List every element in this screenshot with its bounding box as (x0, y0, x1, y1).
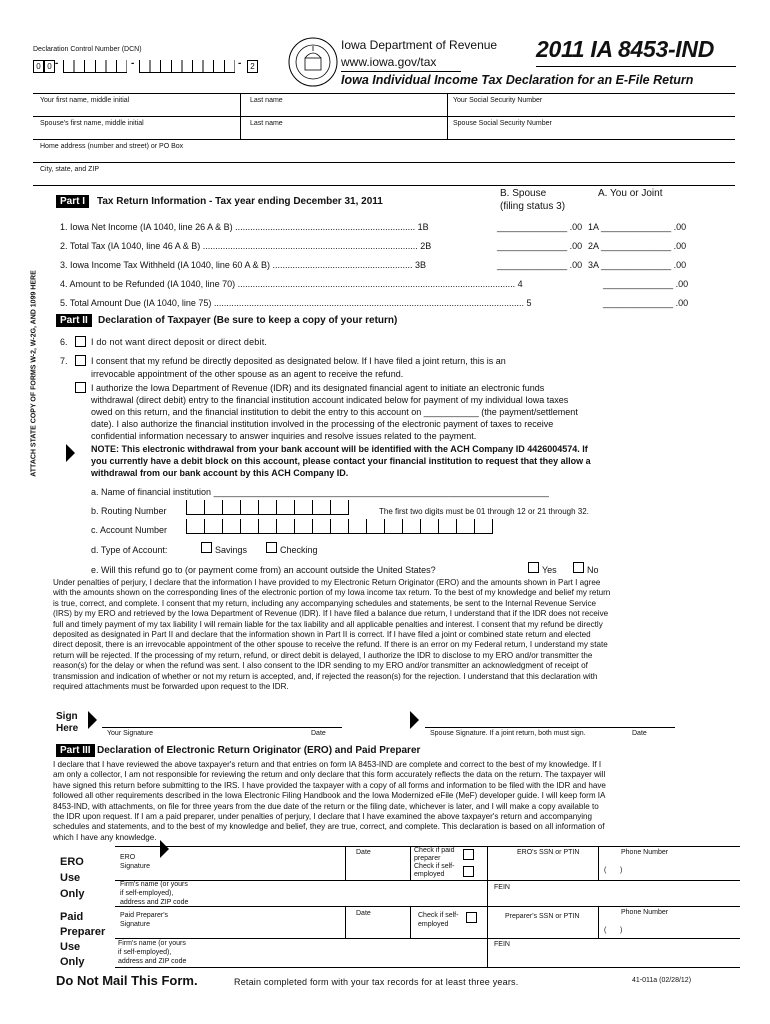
preparer-check-self-2: employed (418, 921, 449, 928)
dcn-digit: 0 (33, 60, 44, 73)
city-field[interactable]: City, state, and ZIP (40, 166, 100, 173)
preparer-phone-field[interactable]: ( ) (604, 927, 623, 934)
checking-label: Checking (280, 545, 318, 555)
check-paid-label-1: Check if paid (414, 847, 455, 854)
dcn-field[interactable] (33, 58, 259, 74)
line1a-field[interactable]: 1A ______________ .00 (588, 222, 687, 232)
your-signature-label: Your Signature (107, 730, 154, 737)
form-number: 41-011a (02/28/12) (632, 977, 692, 984)
ero-fein-label: FEIN (494, 884, 510, 891)
preparer-use-only-4: Only (60, 956, 85, 968)
spouse-first-name-field[interactable]: Spouse's first name, middle initial (40, 120, 144, 127)
routing-note: The first two digits must be 01 through 12 or 21 through 32. (379, 507, 589, 516)
ero-use-only-2: Use (60, 872, 81, 884)
ero-use-only-1: ERO (60, 856, 84, 868)
line4-field[interactable]: ______________ .00 (603, 279, 689, 289)
col-a-header: A. You or Joint (598, 188, 663, 199)
retain-notice: Retain completed form with your tax records for at least three years. (234, 977, 519, 987)
note-text-3: withdrawal from our bank account by this ACH Company ID. (91, 468, 349, 478)
routing-label: b. Routing Number (91, 506, 167, 516)
preparer-phone-label: Phone Number (621, 909, 669, 916)
line2a-field[interactable]: 2A ______________ .00 (588, 241, 687, 251)
line1-label: 1. Iowa Net Income (IA 1040, line 26 A & B) ........................................................................ 1B (60, 222, 429, 232)
no-label: No (587, 565, 599, 575)
line2-label: 2. Total Tax (IA 1040, line 46 A & B) ...................................................................................... 2B (60, 241, 432, 251)
address-field[interactable]: Home address (number and street) or PO Box (40, 143, 184, 150)
ero-self-employed-checkbox[interactable] (463, 866, 474, 877)
col-b-header-sub: (filing status 3) (500, 201, 566, 212)
ero-firm-label-1: Firm's name (or yours (120, 881, 188, 888)
part3-tag: Part III (56, 744, 95, 757)
routing-number-field[interactable] (186, 500, 349, 515)
date-label: Date (632, 730, 647, 737)
ero-phone-label: Phone Number (621, 849, 669, 856)
preparer-sig-label-1: Paid Preparer's (120, 912, 169, 919)
spouse-signature-line[interactable] (425, 727, 675, 728)
line3b-field[interactable]: ______________ .00 (497, 260, 583, 270)
last-name-field[interactable]: Last name (250, 97, 283, 104)
spouse-last-name-field[interactable]: Last name (250, 120, 283, 127)
line6-num: 6. (60, 337, 68, 347)
check-self-label-1: Check if self- (414, 863, 455, 870)
yes-label: Yes (542, 565, 557, 575)
part1-title: Tax Return Information - Tax year ending December 31, 2011 (97, 196, 383, 207)
ssn-field[interactable]: Your Social Security Number (453, 97, 543, 104)
line2b-field[interactable]: ______________ .00 (497, 241, 583, 251)
part3-title: Declaration of Electronic Return Originator (ERO) and Paid Preparer (97, 745, 421, 756)
preparer-date-label: Date (356, 910, 371, 917)
line5-field[interactable]: ______________ .00 (603, 298, 689, 308)
checking-checkbox[interactable] (266, 542, 277, 553)
dcn-digit: 0 (44, 60, 55, 73)
auth-text-3: owed on this return, and the financial institution to debit the entry to this account on ___________ (the payment/settlement (91, 407, 578, 417)
form-title: 2011 IA 8453-IND (536, 36, 715, 62)
account-number-field[interactable] (186, 519, 493, 534)
preparer-firm-label-2: if self-employed), (118, 949, 172, 956)
dcn-dash: - (238, 58, 242, 69)
here-label: Here (56, 723, 79, 734)
arrow-icon (66, 444, 75, 462)
preparer-firm-label-1: Firm's name (or yours (118, 940, 186, 947)
dcn-label: Declaration Control Number (DCN) (33, 46, 142, 53)
account-label: c. Account Number (91, 525, 168, 535)
savings-checkbox[interactable] (201, 542, 212, 553)
preparer-ssn-label: Preparer's SSN or PTIN (505, 913, 580, 920)
ero-firm-label-2: if self-employed), (120, 890, 174, 897)
savings-label: Savings (215, 545, 248, 555)
ero-use-only-3: Only (60, 888, 85, 900)
preparer-signature-field[interactable] (180, 910, 340, 936)
col-b-header: B. Spouse (500, 188, 547, 199)
preparer-self-employed-checkbox[interactable] (466, 912, 477, 923)
auth-text-4: date). I also authorize the financial institution involved in the processing of the electronic payment of taxes to receive (91, 419, 554, 429)
ero-sig-label-2: Signature (120, 863, 150, 870)
line4-label: 4. Amount to be Refunded (IA 1040, line 70) ............................................................................................................... 4 (60, 279, 523, 289)
first-name-field[interactable]: Your first name, middle initial (40, 97, 130, 104)
line3a-field[interactable]: 3A ______________ .00 (588, 260, 687, 270)
no-direct-deposit-checkbox[interactable] (75, 336, 86, 347)
preparer-use-only-1: Paid (60, 911, 84, 923)
ero-date-label: Date (356, 849, 371, 856)
dcn-boxes (139, 60, 235, 73)
line5-label: 5. Total Amount Due (IA 1040, line 75) ............................................................................................................................ 5 (60, 298, 532, 308)
note-text-2: you currently have a debit block on this account, please contact your financial institution to request that they allow a (91, 456, 591, 466)
date-label: Date (311, 730, 326, 737)
check-paid-label-2: preparer (414, 855, 441, 862)
line7-text-1: I consent that my refund be directly deposited as designated below. If I have filed a joint return, this is an (91, 356, 506, 366)
arrow-icon (88, 711, 97, 729)
paid-preparer-checkbox[interactable] (463, 849, 474, 860)
dcn-dash: - (55, 58, 59, 69)
preparer-use-only-2: Preparer (60, 926, 106, 938)
part1-tag: Part I (56, 195, 89, 208)
ero-phone-field[interactable]: ( ) (604, 867, 623, 874)
do-not-mail: Do Not Mail This Form. (56, 973, 198, 988)
line1b-field[interactable]: ______________ .00 (497, 222, 583, 232)
preparer-use-only-3: Use (60, 941, 81, 953)
preparer-firm-label-3: address and ZIP code (118, 958, 187, 965)
dcn-dash: - (131, 58, 135, 69)
direct-debit-checkbox[interactable] (75, 382, 86, 393)
auth-text-2: withdrawal (direct debit) entry to the financial institution account indicated below for payment of my individual Iowa taxes (91, 395, 569, 405)
website: www.iowa.gov/tax (341, 55, 437, 69)
ero-declaration: I declare that I have reviewed the above taxpayer's return and that entries on form IA 8453-IND are complete and correct to the best of my knowledge. If I am only a collector, I am not responsible for reviewing the return and only declare that this form accurately reflects the data on the return. The taxpayer will have signed this return before submitting to the IRS. I have provided the taxpayer with a copy of all forms and information to be filed with the IDR and have followed all other requirements described in the Iowa Electronic Filing Handbook and the Iowa Modernized eFile (MeF) developer guide. I will keep form IA 8453-IND, with attachments, on file for three years from the due date of the return or the filing date, whichever is later, and I will make a copy available to the IDR upon request. If I am a paid preparer, under penalties of perjury, I declare that I have examined the above taxpayer's return and accompanying schedules and statements, and to the best of my knowledge and belief, they are true, correct, and complete. This declaration is based on all information of which I have any knowledge. (53, 760, 606, 842)
sign-label: Sign (56, 711, 78, 722)
spouse-ssn-field[interactable]: Spouse Social Security Number (453, 120, 552, 127)
preparer-sig-label-2: Signature (120, 921, 150, 928)
line7-num: 7. (60, 356, 68, 366)
direct-deposit-checkbox[interactable] (75, 355, 86, 366)
outside-yes-checkbox[interactable] (528, 562, 539, 573)
ero-sig-label-1: ERO (120, 854, 136, 861)
check-self-label-2: employed (414, 871, 445, 878)
taxpayer-signature-line[interactable] (102, 727, 342, 728)
outside-no-checkbox[interactable] (573, 562, 584, 573)
form-subtitle: Iowa Individual Income Tax Declaration for an E-File Return (341, 73, 694, 87)
perjury-statement: Under penalties of perjury, I declare that the information I have provided to my Electronic Return Originator (ERO) and the amounts shown in Part I agree with the amounts shown on the corresponding lines of the electronic portion of my Iowa income tax return. To the best of my knowledge and belief my return is true, correct, and complete. I consent that my return, including any accompanying schedules and statements, be sent to the Internal Revenue Service (IRS) by my ERO and retrieved by the Iowa Department of Revenue (IDR). If I have filed a balance due return, I understand that if the IDR does not receive full and timely payment of my tax liability I will remain liable for the tax liability and all applicable penalties and interest. I consent that my refund be directly deposited as designated in Part II and declare that the information shown in Part II is correct. If I have filed a joint or combined state return and elected direct deposit, there is an irrevocable appointment of the other spouse to receive the refund. If there is an error on my Federal return, I understand my state return will be rejected. If the processing of my return, refund, or direct debit is delayed, I authorize the IDR to disclose to my ERO and/or transmitter the reason(s) for the delay or when the refund was sent. I also consent to the IDR sending to my ERO and/or transmitter an acknowledgment of receipt of transmission and indication of whether or not my return is accepted, and, if rejected the reason(s) for the rejection. I understand that this declaration with required attachments must be forwarded upon request to the IDR. (53, 578, 611, 692)
dcn-digit: 2 (247, 60, 258, 73)
line3-label: 3. Iowa Income Tax Withheld (IA 1040, line 60 A & B) ........................................................ 3B (60, 260, 426, 270)
state-seal-icon (287, 36, 339, 88)
preparer-fein-label: FEIN (494, 941, 510, 948)
dcn-boxes (63, 60, 127, 73)
arrow-icon (410, 711, 419, 729)
line6-label: I do not want direct deposit or direct debit. (91, 337, 268, 347)
ero-ssn-label: ERO's SSN or PTIN (517, 849, 580, 856)
ero-firm-label-3: address and ZIP code (120, 899, 189, 906)
account-type-label: d. Type of Account: (91, 545, 168, 555)
part2-title: Declaration of Taxpayer (Be sure to keep a copy of your return) (98, 315, 398, 326)
outside-us-question: e. Will this refund go to (or payment come from) an account outside the United States? (91, 565, 436, 575)
ero-signature-field[interactable] (166, 850, 341, 876)
note-text-1: NOTE: This electronic withdrawal from your bank account will be identified with the ACH Company ID 4426004574. If (91, 444, 588, 454)
financial-institution-field[interactable]: a. Name of financial institution ___________________________________________________________________ (91, 487, 549, 497)
auth-text-5: confidential information necessary to answer inquiries and resolve issues related to the payment. (91, 431, 477, 441)
line7-text-2: irrevocable appointment of the other spouse as an agent to receive the refund. (91, 369, 404, 379)
spouse-signature-label: Spouse Signature. If a joint return, both must sign. (430, 730, 586, 737)
attach-side-text: ATTACH STATE COPY OF FORMS W-2, W-2G, AND 1099 HERE (30, 270, 38, 477)
auth-text-1: I authorize the Iowa Department of Revenue (IDR) and its designated financial agent to initiate an electronic funds (91, 383, 545, 393)
part2-tag: Part II (56, 314, 92, 327)
preparer-check-self-1: Check if self- (418, 912, 459, 919)
dept-name: Iowa Department of Revenue (341, 38, 498, 52)
